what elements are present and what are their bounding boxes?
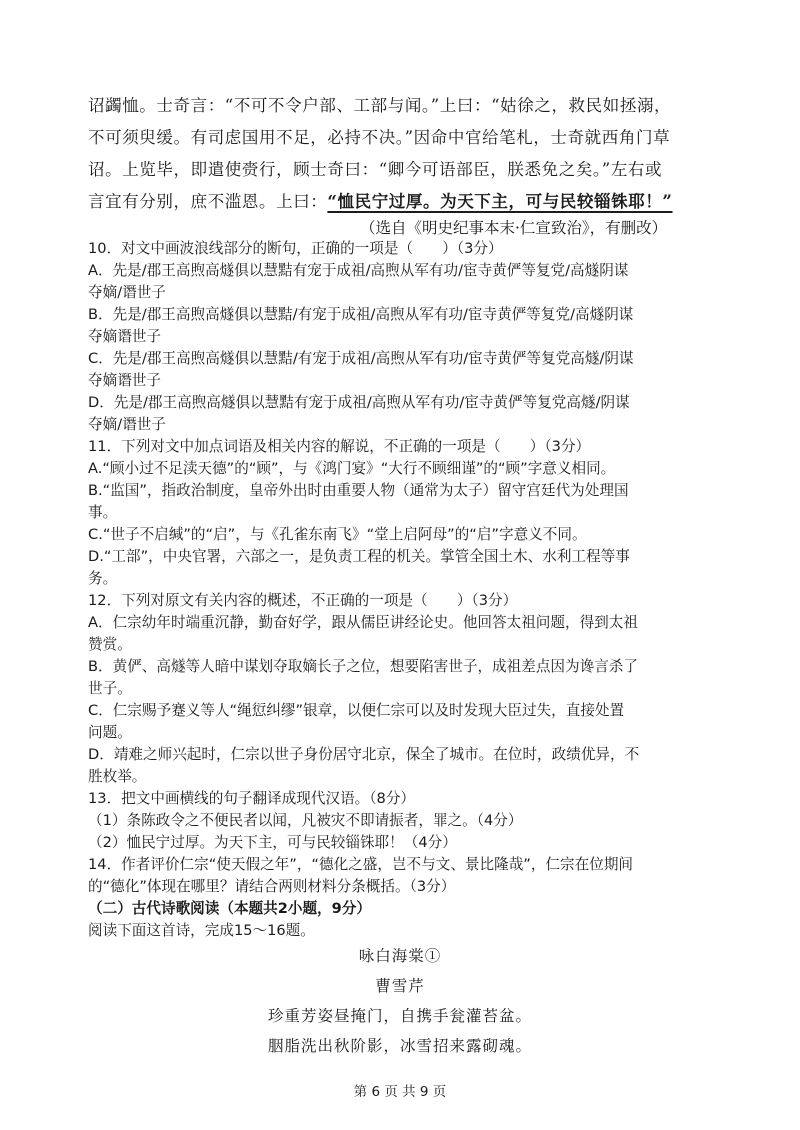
question-line: A.“顾小过不足渎天德”的“顾”，与《鸿门宴》“大行不顾细谨”的“顾”字意义相同。 xyxy=(88,460,616,477)
passage-text: 言宜有分别，庶不滥恩。上曰： xyxy=(88,192,328,211)
section-instruction: 阅读下面这首诗，完成15～16题。 xyxy=(88,922,315,939)
question-line: D.“工部”，中央官署，六部之一，是负责工程的机关。掌管全国土木、水利工程等事 xyxy=(88,548,630,565)
question-line: 胜枚举。 xyxy=(88,768,147,785)
question-line: （1）条陈政令之不便民者以闻，凡被灾不即请振者，罪之。（4分） xyxy=(88,812,523,829)
question-line: A．先是/郡王高煦高燧俱以慧黠有宠于成祖/高煦从军有功/宦寺黄俨等复党/高燧阴谋 xyxy=(88,262,629,279)
question-line: C.“世子不启缄”的“启”，与《孔雀东南飞》“堂上启阿母”的“启”字意义不同。 xyxy=(88,526,587,543)
question-line: 11．下列对文中加点词语及相关内容的解说，不正确的一项是（ ）（3分） xyxy=(88,438,591,455)
question-line: 夺嫡谮世子 xyxy=(88,328,161,345)
question-line: B．先是/郡王高煦高燧俱以慧黠/有宠于成祖/高煦从军有功/宦寺黄俨等复党/高燧阴谋 xyxy=(88,306,634,323)
poem-line: 珍重芳姿昼掩门，自携手瓮灌苔盆。 xyxy=(267,1007,532,1025)
question-line: （2）恤民宁过厚。为天下主，可与民较锱铢耶！（4分） xyxy=(88,834,457,851)
question-line: C．仁宗赐予蹇义等人“绳愆纠缪”银章，以便仁宗可以及时发现大臣过失，直接处置 xyxy=(88,702,625,719)
passage-line: 诏。上览毕，即遣使赍行，顾士奇曰：“卿今可语部臣，朕悉免之矣。”左右或 xyxy=(88,160,663,179)
question-line: 13．把文中画横线的句子翻译成现代汉语。（8分） xyxy=(88,790,416,807)
question-line: 世子。 xyxy=(88,680,132,697)
question-line: C．先是/郡王高煦高燧俱以慧黠/有宠于成祖/高煦从军有功/宦寺黄俨等复党高燧/阴谋 xyxy=(88,350,634,367)
question-line: 10．对文中画波浪线部分的断句，正确的一项是（ ）（3分） xyxy=(88,240,503,257)
passage-source: （选自《明史纪事本末·仁宣致治》，有删改） xyxy=(360,219,668,237)
question-line: B.“监国”，指政治制度，皇帝外出时由重要人物（通常为太子）留守宫廷代为处理国 xyxy=(88,482,629,499)
question-line: B．黄俨、高燧等人暗中谋划夺取嫡长子之位，想要陷害世子，成祖差点因为谗言杀了 xyxy=(88,658,638,675)
passage-line xyxy=(88,188,728,212)
question-line: 赞赏。 xyxy=(88,636,132,653)
question-line: 务。 xyxy=(88,570,118,587)
question-line: 14．作者评价仁宗“使天假之年”，“德化之盛，岂不与文、景比隆哉”，仁宗在位期间 xyxy=(88,856,634,873)
section-heading: （二）古代诗歌阅读（本题共2小题，9分） xyxy=(88,900,371,917)
question-line: 的“德化”体现在哪里？请结合两则材料分条概括。（3分） xyxy=(88,878,456,895)
question-line: D．先是/郡王高煦高燧俱以慧黠有宠于成祖/高煦从军有功/宦寺黄俨等复党高燧/阴谋 xyxy=(88,394,630,411)
poem-title: 咏白海棠① xyxy=(358,947,442,965)
underlined-sentence: “恤民宁过厚。为天下主，可与民较锱铢耶！” xyxy=(327,192,673,211)
question-line: 12．下列对原文有关内容的概述，不正确的一项是（ ）（3分） xyxy=(88,592,518,609)
question-line: 事。 xyxy=(88,504,118,521)
passage-line: 不可须臾缓。有司虑国用不足，必持不决。”因命中官给笔札，士奇就西角门草 xyxy=(88,128,671,147)
page-footer: 第 6 页 共 9 页 xyxy=(353,1084,447,1100)
question-line: 问题。 xyxy=(88,724,132,741)
passage-line: 诏蠲恤。士奇言：“不可不令户部、工部与闻。”上曰：“姑徐之，救民如拯溺， xyxy=(88,96,672,115)
poem-author: 曹雪芹 xyxy=(375,977,425,995)
question-line: 夺嫡谮世子 xyxy=(88,372,161,389)
question-line: A．仁宗幼年时端重沉静，勤奋好学，跟从儒臣讲经论史。他回答太祖问题，得到太祖 xyxy=(88,614,638,631)
question-line: 夺嫡/谮世子 xyxy=(88,284,166,301)
poem-line: 胭脂洗出秋阶影，冰雪招来露砌魂。 xyxy=(267,1037,532,1055)
question-line: D．靖难之师兴起时，仁宗以世子身份居守北京，保全了城市。在位时，政绩优异，不 xyxy=(88,746,640,763)
question-line: 夺嫡/谮世子 xyxy=(88,416,166,433)
